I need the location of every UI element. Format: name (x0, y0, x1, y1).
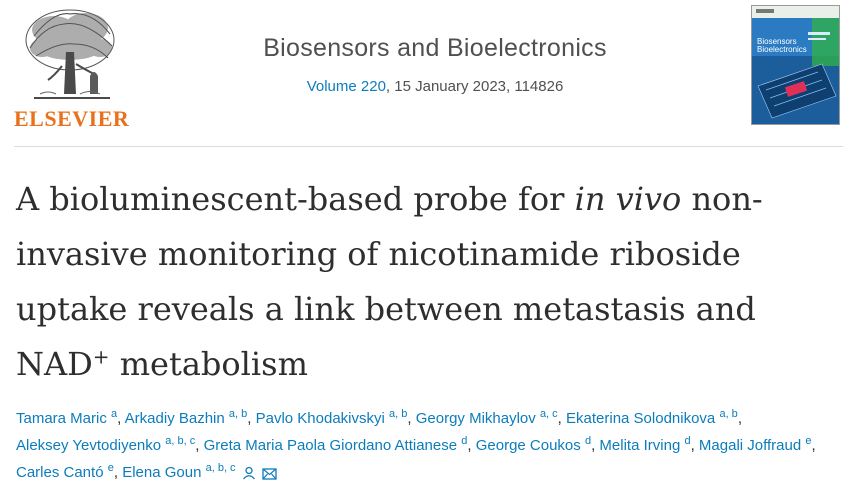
elsevier-tree-icon (14, 6, 126, 106)
header-divider (14, 146, 843, 147)
author-list: Tamara Maric $^a$, Arkadiy Bazhin $^{a, b}$, Pavlo Khodakivskyi $^{a, b}$, Georgy Mikhaylov $^{a, c}$, Ekaterina Solodnikova $^{a, b}$, Aleksey Yevtodiyenko $^{a, b, c}$, Greta Maria Paola Giordano Attianese $^d$, George Coukos $^d$, Melita Irving $^d$, Magali Joffraud $^e$, Carles Cantó $^e$, Elena Goun $^{a, b, c}$ (16, 405, 846, 489)
author-link-corresponding[interactable]: Elena Goun $^{a, b, c}$ (122, 462, 236, 481)
author-link[interactable]: Greta Maria Paola Giordano Attianese $^d$ (203, 435, 468, 454)
article-title: A bioluminescent-based probe for in vivo non-invasive monitoring of nicotinamide riboside uptake reveals a link between metastasis and NAD+ metabolism (16, 180, 763, 383)
author-link[interactable]: Tamara Maric $^a$ (16, 408, 118, 427)
author-link[interactable]: Georgy Mikhaylov $^{a, c}$ (415, 408, 558, 427)
volume-link[interactable]: Volume 220 (306, 78, 386, 95)
author-link[interactable]: Ekaterina Solodnikova $^{a, b}$ (566, 408, 738, 427)
cover-image (752, 6, 839, 124)
author-link[interactable]: Carles Cantó $^e$ (16, 462, 114, 481)
email-icon[interactable] (262, 462, 277, 489)
elsevier-logo[interactable] (14, 6, 130, 131)
author-link[interactable]: Melita Irving $^d$ (599, 435, 691, 454)
journal-title[interactable]: Biosensors and Bioelectronics (263, 34, 607, 62)
author-link[interactable]: George Coukos $^d$ (475, 435, 592, 454)
title-italic: in vivo (574, 180, 682, 218)
title-superscript: + (92, 344, 110, 369)
elsevier-wordmark: ELSEVIER (14, 106, 130, 131)
issue-date-pages: , 15 January 2023, 114826 (385, 78, 564, 95)
journal-issue-info (200, 78, 670, 95)
cover-title: Biosensors Bioelectronics (757, 37, 807, 54)
author-link[interactable]: Aleksey Yevtodiyenko $^{a, b, c}$ (16, 435, 196, 454)
article-header (0, 0, 857, 140)
author-link[interactable]: Arkadiy Bazhin $^{a, b}$ (124, 408, 248, 427)
author-link[interactable]: Pavlo Khodakivskyi $^{a, b}$ (255, 408, 408, 427)
person-icon[interactable] (242, 462, 256, 489)
journal-cover-thumbnail[interactable] (751, 5, 840, 125)
author-link[interactable]: Magali Joffraud $^e$ (698, 435, 812, 454)
